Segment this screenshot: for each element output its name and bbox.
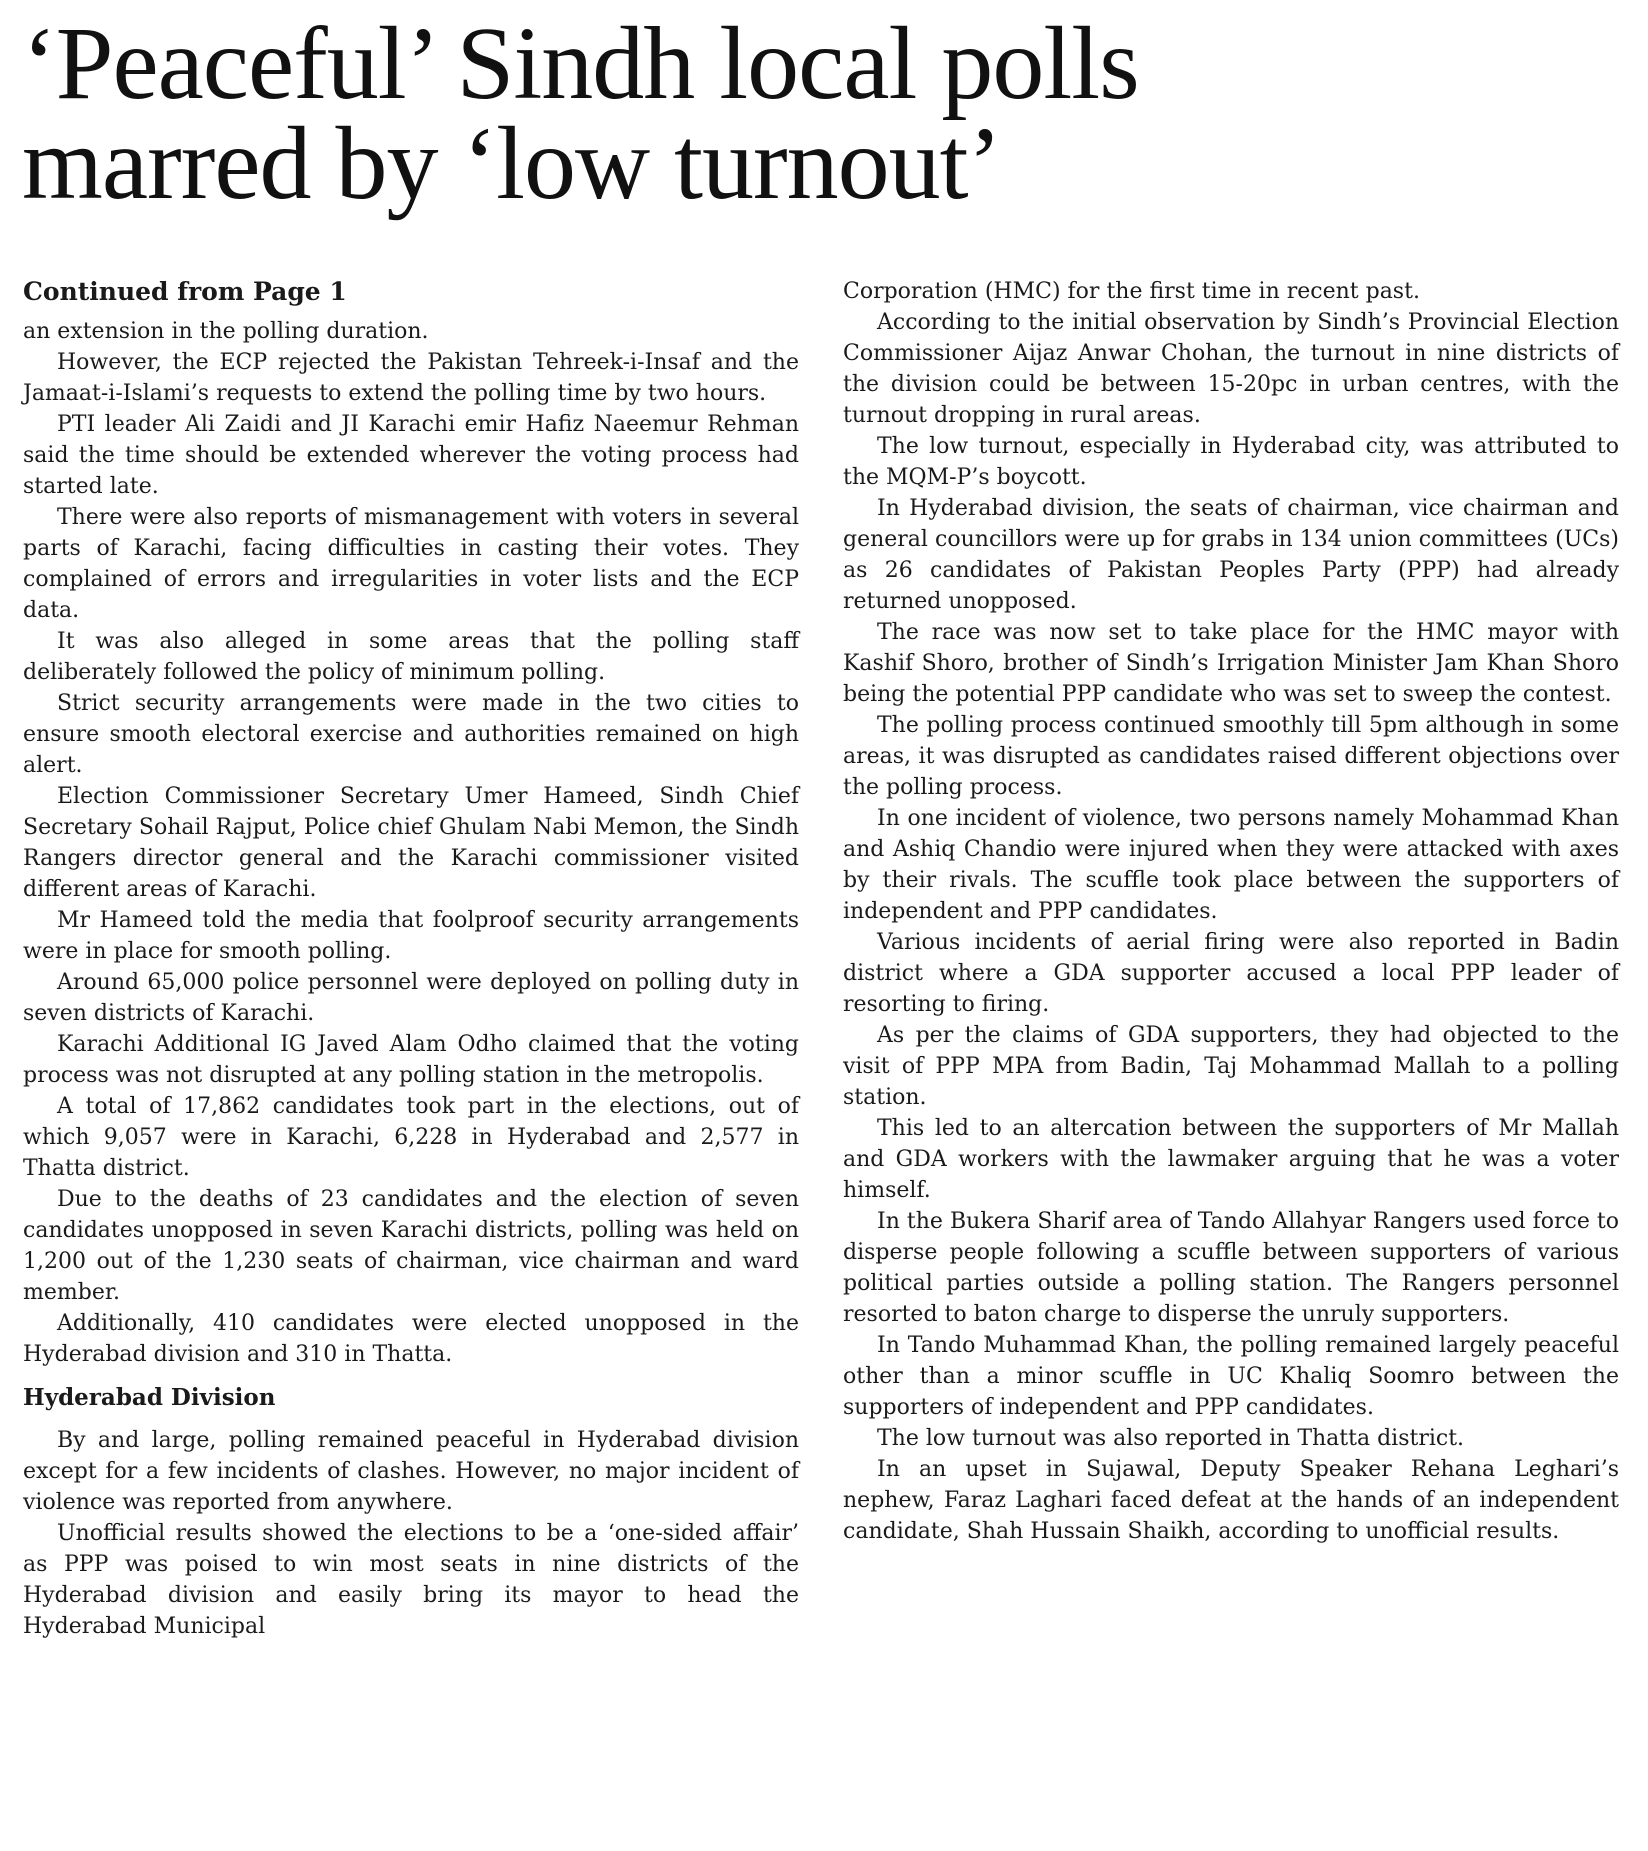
paragraph: A total of 17,862 candidates took part in the elections, out of which 9,057 were in Karachi, 6,228 in Hyderabad and 2,577 in Thatta district. <box>23 1094 799 1181</box>
continued-from-label: Continued from Page 1 <box>23 277 347 306</box>
paragraph: In the Bukera Sharif area of Tando Allahyar Rangers used force to disperse people following a scuffle between supporters of various political parties outside a polling station. The Rangers personnel resorted to baton charge to disperse the unruly supporters. <box>843 1209 1619 1327</box>
paragraph: Due to the deaths of 23 candidates and the election of seven candidates unopposed in seven Karachi districts, polling was held on 1,200 out of the 1,230 seats of chairman, vice chairman and ward member. <box>23 1187 799 1305</box>
paragraph: In one incident of violence, two persons namely Mohammad Khan and Ashiq Chandio were injured when they were attacked with axes by their rivals. The scuffle took place between the supporters of independent and PPP candidates. <box>843 806 1619 924</box>
paragraph: Around 65,000 police personnel were deployed on polling duty in seven districts of Karachi. <box>23 970 799 1026</box>
paragraph: The low turnout was also reported in Thatta district. <box>877 1426 1465 1451</box>
paragraph: Unofficial results showed the elections to be a ‘one-sided affair’ as PPP was poised to win most seats in nine districts of the Hyderabad division and easily bring its mayor to head the Hyderabad Municipal <box>23 1521 799 1639</box>
paragraph: Corporation (HMC) for the first time in recent past. <box>843 279 1420 304</box>
paragraph: The low turnout, especially in Hyderabad city, was attributed to the MQM-P’s boycott. <box>843 434 1619 490</box>
paragraph: As per the claims of GDA supporters, they had objected to the visit of PPP MPA from Badin, Taj Mohammad Mallah to a polling station. <box>843 1023 1619 1110</box>
paragraph: The polling process continued smoothly till 5pm although in some areas, it was disrupted as candidates raised different objections over the polling process. <box>843 713 1619 800</box>
right-column <box>843 276 1619 1547</box>
left-column <box>23 276 799 1642</box>
paragraph: In Tando Muhammad Khan, the polling remained largely peaceful other than a minor scuffle in UC Khaliq Soomro between the supporters of independent and PPP candidates. <box>843 1333 1619 1420</box>
paragraph: In an upset in Sujawal, Deputy Speaker Rehana Leghari’s nephew, Faraz Laghari faced defeat at the hands of an independent candidate, Shah Hussain Shaikh, according to unofficial results. <box>843 1457 1619 1544</box>
paragraph: Election Commissioner Secretary Umer Hameed, Sindh Chief Secretary Sohail Rajput, Police chief Ghulam Nabi Memon, the Sindh Rangers director general and the Karachi commissioner visited different areas of Karachi. <box>23 784 799 902</box>
paragraph: Mr Hameed told the media that foolproof security arrangements were in place for smooth polling. <box>23 908 799 964</box>
headline-line-1: ‘Peaceful’ Sindh local polls <box>22 6 1139 121</box>
headline-line-2: marred by ‘low turnout’ <box>22 106 1002 221</box>
paragraph: Strict security arrangements were made in the two cities to ensure smooth electoral exercise and authorities remained on high alert. <box>23 691 799 778</box>
paragraph: It was also alleged in some areas that the polling staff deliberately followed the policy of minimum polling. <box>23 629 799 685</box>
headline <box>22 6 1622 221</box>
paragraph: This led to an altercation between the supporters of Mr Mallah and GDA workers with the lawmaker arguing that he was a voter himself. <box>843 1116 1619 1203</box>
paragraph: an extension in the polling duration. <box>23 319 429 344</box>
section-subhead: Hyderabad Division <box>23 1384 276 1411</box>
paragraph: Various incidents of aerial firing were also reported in Badin district where a GDA supporter accused a local PPP leader of resorting to firing. <box>843 930 1619 1017</box>
paragraph: There were also reports of mismanagement with voters in several parts of Karachi, facing difficulties in casting their votes. They complained of errors and irregularities in voter lists and the ECP data. <box>23 505 799 623</box>
paragraph: In Hyderabad division, the seats of chairman, vice chairman and general councillors were up for grabs in 134 union committees (UCs) as 26 candidates of Pakistan Peoples Party (PPP) had already returned unopposed. <box>843 496 1619 614</box>
paragraph: By and large, polling remained peaceful in Hyderabad division except for a few incidents of clashes. However, no major incident of violence was reported from anywhere. <box>23 1428 799 1515</box>
paragraph: The race was now set to take place for the HMC mayor with Kashif Shoro, brother of Sindh’s Irrigation Minister Jam Khan Shoro being the potential PPP candidate who was set to sweep the contest. <box>843 620 1619 707</box>
paragraph: However, the ECP rejected the Pakistan Tehreek-i-Insaf and the Jamaat-i-Islami’s requests to extend the polling time by two hours. <box>23 350 799 406</box>
paragraph: Additionally, 410 candidates were elected unopposed in the Hyderabad division and 310 in Thatta. <box>23 1311 799 1367</box>
paragraph: Karachi Additional IG Javed Alam Odho claimed that the voting process was not disrupted at any polling station in the metropolis. <box>23 1032 799 1088</box>
paragraph: PTI leader Ali Zaidi and JI Karachi emir Hafiz Naeemur Rehman said the time should be extended wherever the voting process had started late. <box>23 412 799 499</box>
paragraph: According to the initial observation by Sindh’s Provincial Election Commissioner Aijaz Anwar Chohan, the turnout in nine districts of the division could be between 15-20pc in urban centres, with the turnout dropping in rural areas. <box>843 310 1619 428</box>
